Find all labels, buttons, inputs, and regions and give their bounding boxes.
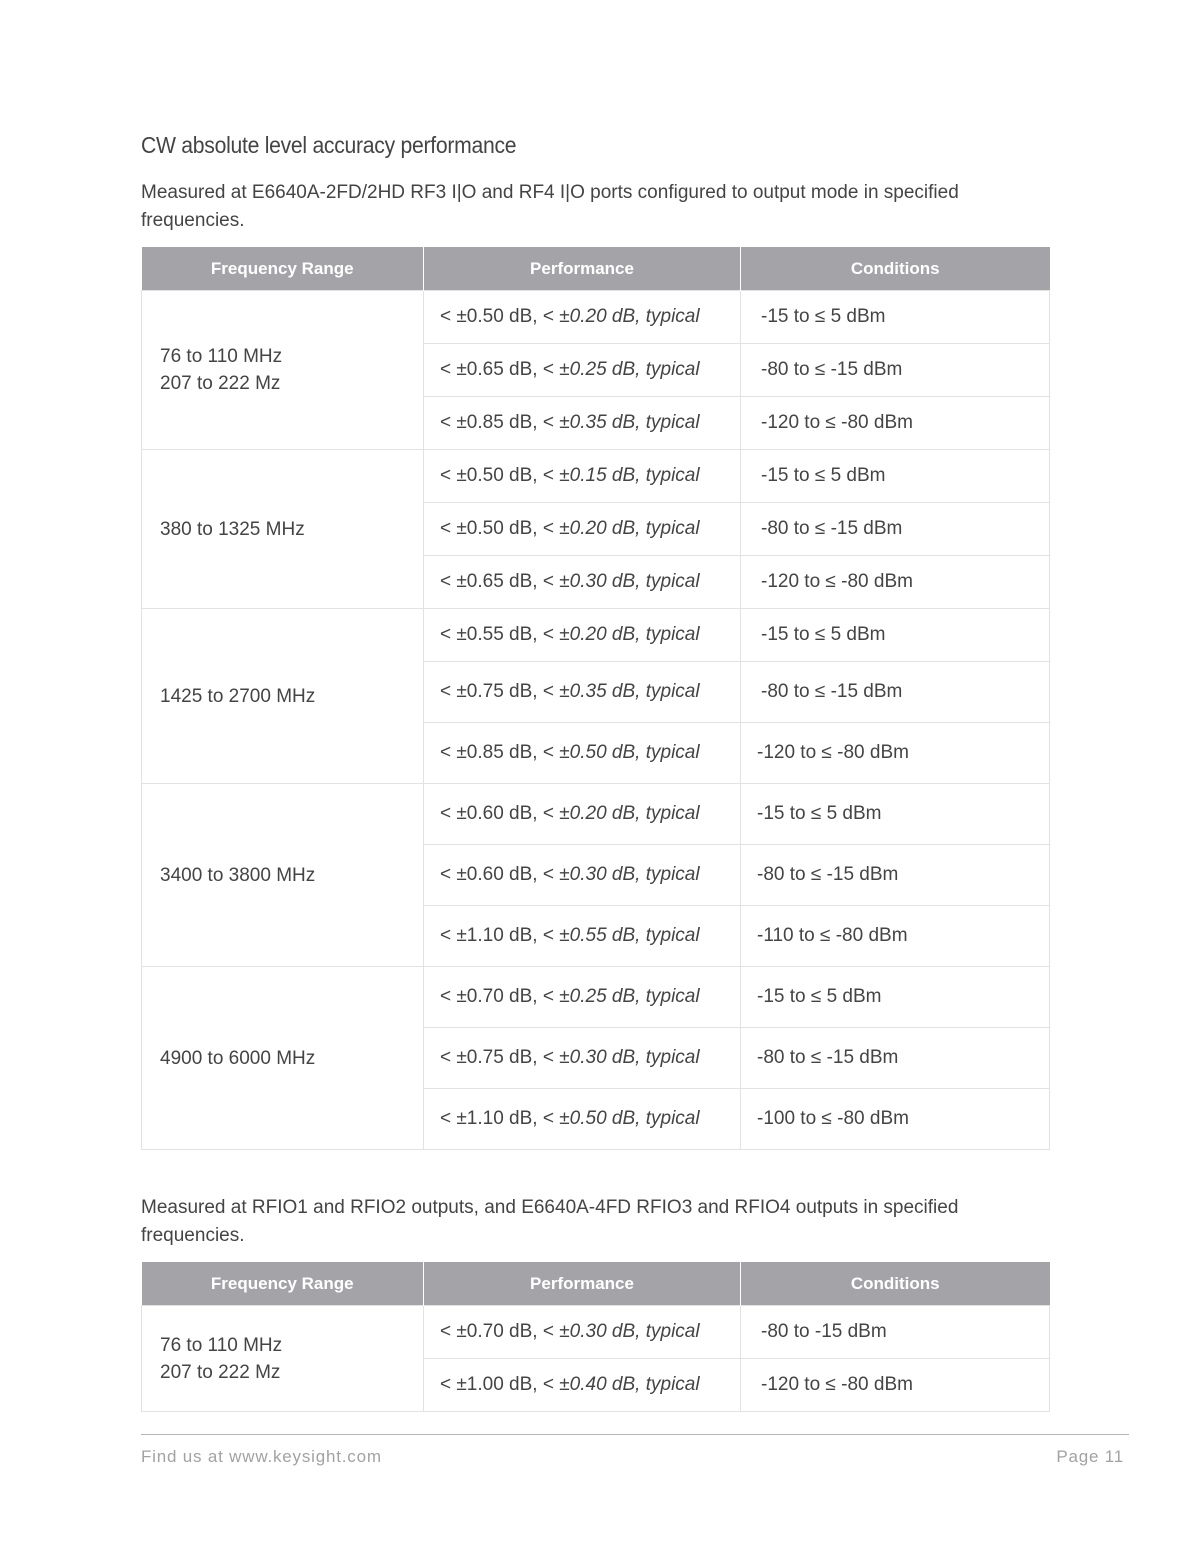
- conditions-cell: -80 to ≤ -15 dBm: [741, 503, 1050, 556]
- section-heading: CW absolute level accuracy performance: [141, 132, 517, 158]
- frequency-range-cell: [142, 450, 424, 609]
- frequency-range-line: 380 to 1325 MHz: [160, 518, 305, 540]
- typical-value: 0.50 dB, typical: [569, 1108, 700, 1129]
- conditions-cell: -80 to ≤ -15 dBm: [741, 662, 1050, 723]
- conditions-cell: -15 to ≤ 5 dBm: [741, 784, 1050, 845]
- page-number: Page 11: [1056, 1447, 1124, 1466]
- typical-value: 0.30 dB, typical: [569, 1047, 700, 1068]
- footer-divider: [141, 1434, 1129, 1435]
- spec-value: < ±1.10 dB, < ±: [440, 925, 570, 946]
- typical-value: 0.30 dB, typical: [569, 864, 700, 885]
- typical-value: 0.20 dB, typical: [569, 803, 700, 824]
- performance-cell: [424, 1359, 741, 1412]
- conditions-cell: -80 to ≤ -15 dBm: [741, 845, 1050, 906]
- typical-value: 0.25 dB, typical: [569, 986, 700, 1007]
- accuracy-table-rf3-rf4: [141, 247, 1050, 1150]
- header-performance: Performance: [424, 1262, 741, 1306]
- frequency-range-line: 76 to 110 MHz: [160, 1334, 283, 1356]
- header-frequency-range: Frequency Range: [142, 1262, 424, 1306]
- table-row: [142, 450, 1050, 503]
- performance-cell: [424, 906, 741, 967]
- table-row: [142, 291, 1050, 344]
- spec-value: < ±0.60 dB, < ±: [440, 864, 570, 885]
- table1-intro: Measured at E6640A-2FD/2HD RF3 I|O and RF4 I|O ports configured to output mode in specified frequencies.: [141, 182, 959, 231]
- spec-value: < ±0.75 dB, < ±: [440, 1047, 570, 1068]
- typical-value: 0.15 dB, typical: [569, 465, 700, 486]
- performance-cell: [424, 1089, 741, 1150]
- table2-intro: Measured at RFIO1 and RFIO2 outputs, and E6640A-4FD RFIO3 and RFIO4 outputs in specified frequencies.: [141, 1197, 959, 1246]
- performance-cell: [424, 397, 741, 450]
- performance-cell: [424, 291, 741, 344]
- spec-value: < ±0.65 dB, < ±: [440, 359, 570, 380]
- performance-cell: [424, 609, 741, 662]
- typical-value: 0.55 dB, typical: [569, 925, 700, 946]
- spec-value: < ±0.55 dB, < ±: [440, 624, 570, 645]
- typical-value: 0.35 dB, typical: [569, 681, 700, 702]
- footer-website: Find us at www.keysight.com: [141, 1447, 382, 1466]
- table-row: [142, 609, 1050, 662]
- typical-value: 0.25 dB, typical: [569, 359, 700, 380]
- spec-value: < ±0.65 dB, < ±: [440, 571, 570, 592]
- frequency-range-cell: [142, 967, 424, 1150]
- conditions-cell: -15 to ≤ 5 dBm: [741, 450, 1050, 503]
- spec-value: < ±0.70 dB, < ±: [440, 986, 570, 1007]
- typical-value: 0.35 dB, typical: [569, 412, 700, 433]
- conditions-cell: -120 to ≤ -80 dBm: [741, 556, 1050, 609]
- performance-cell: [424, 845, 741, 906]
- performance-cell: [424, 503, 741, 556]
- header-performance: Performance: [424, 247, 741, 291]
- performance-cell: [424, 450, 741, 503]
- conditions-cell: -80 to ≤ -15 dBm: [741, 344, 1050, 397]
- performance-cell: [424, 1306, 741, 1359]
- spec-value: < ±0.50 dB, < ±: [440, 465, 570, 486]
- conditions-cell: -100 to ≤ -80 dBm: [741, 1089, 1050, 1150]
- frequency-range-line: 1425 to 2700 MHz: [160, 685, 316, 707]
- header-conditions: Conditions: [741, 1262, 1050, 1306]
- frequency-range-cell: [142, 1306, 424, 1412]
- frequency-range-line: 4900 to 6000 MHz: [160, 1047, 316, 1069]
- spec-value: < ±0.50 dB, < ±: [440, 518, 570, 539]
- conditions-cell: -80 to -15 dBm: [741, 1306, 1050, 1359]
- typical-value: 0.20 dB, typical: [569, 306, 700, 327]
- typical-value: 0.30 dB, typical: [569, 571, 700, 592]
- conditions-cell: -15 to ≤ 5 dBm: [741, 967, 1050, 1028]
- frequency-range-cell: [142, 609, 424, 784]
- performance-cell: [424, 1028, 741, 1089]
- spec-value: < ±0.70 dB, < ±: [440, 1321, 570, 1342]
- header-frequency-range: Frequency Range: [142, 247, 424, 291]
- frequency-range-cell: [142, 784, 424, 967]
- typical-value: 0.20 dB, typical: [569, 518, 700, 539]
- table-header-row: [142, 247, 1050, 291]
- typical-value: 0.20 dB, typical: [569, 624, 700, 645]
- performance-cell: [424, 662, 741, 723]
- spec-value: < ±1.00 dB, < ±: [440, 1374, 570, 1395]
- frequency-range-line: 3400 to 3800 MHz: [160, 864, 316, 886]
- performance-cell: [424, 967, 741, 1028]
- table-row: [142, 1306, 1050, 1359]
- frequency-range-line: 207 to 222 Mz: [160, 1361, 281, 1383]
- frequency-range-cell: [142, 291, 424, 450]
- typical-value: 0.50 dB, typical: [569, 742, 700, 763]
- spec-value: < ±0.50 dB, < ±: [440, 306, 570, 327]
- table-header-row: [142, 1262, 1050, 1306]
- table-row: [142, 784, 1050, 845]
- frequency-range-line: 207 to 222 Mz: [160, 373, 281, 394]
- performance-cell: [424, 784, 741, 845]
- spec-value: < ±0.85 dB, < ±: [440, 412, 570, 433]
- accuracy-table-rfio: [141, 1262, 1050, 1412]
- performance-cell: [424, 556, 741, 609]
- table-row: [142, 967, 1050, 1028]
- typical-value: 0.30 dB, typical: [569, 1321, 700, 1342]
- performance-cell: [424, 723, 741, 784]
- performance-cell: [424, 344, 741, 397]
- header-conditions: Conditions: [741, 247, 1050, 291]
- conditions-cell: -120 to ≤ -80 dBm: [741, 1359, 1050, 1412]
- conditions-cell: -110 to ≤ -80 dBm: [741, 906, 1050, 967]
- frequency-range-line: 76 to 110 MHz: [160, 346, 283, 367]
- conditions-cell: -120 to ≤ -80 dBm: [741, 397, 1050, 450]
- spec-value: < ±0.75 dB, < ±: [440, 681, 570, 702]
- conditions-cell: -80 to ≤ -15 dBm: [741, 1028, 1050, 1089]
- typical-value: 0.40 dB, typical: [569, 1374, 700, 1395]
- conditions-cell: -120 to ≤ -80 dBm: [741, 723, 1050, 784]
- conditions-cell: -15 to ≤ 5 dBm: [741, 291, 1050, 344]
- spec-value: < ±1.10 dB, < ±: [440, 1108, 570, 1129]
- spec-value: < ±0.85 dB, < ±: [440, 742, 570, 763]
- conditions-cell: -15 to ≤ 5 dBm: [741, 609, 1050, 662]
- spec-value: < ±0.60 dB, < ±: [440, 803, 570, 824]
